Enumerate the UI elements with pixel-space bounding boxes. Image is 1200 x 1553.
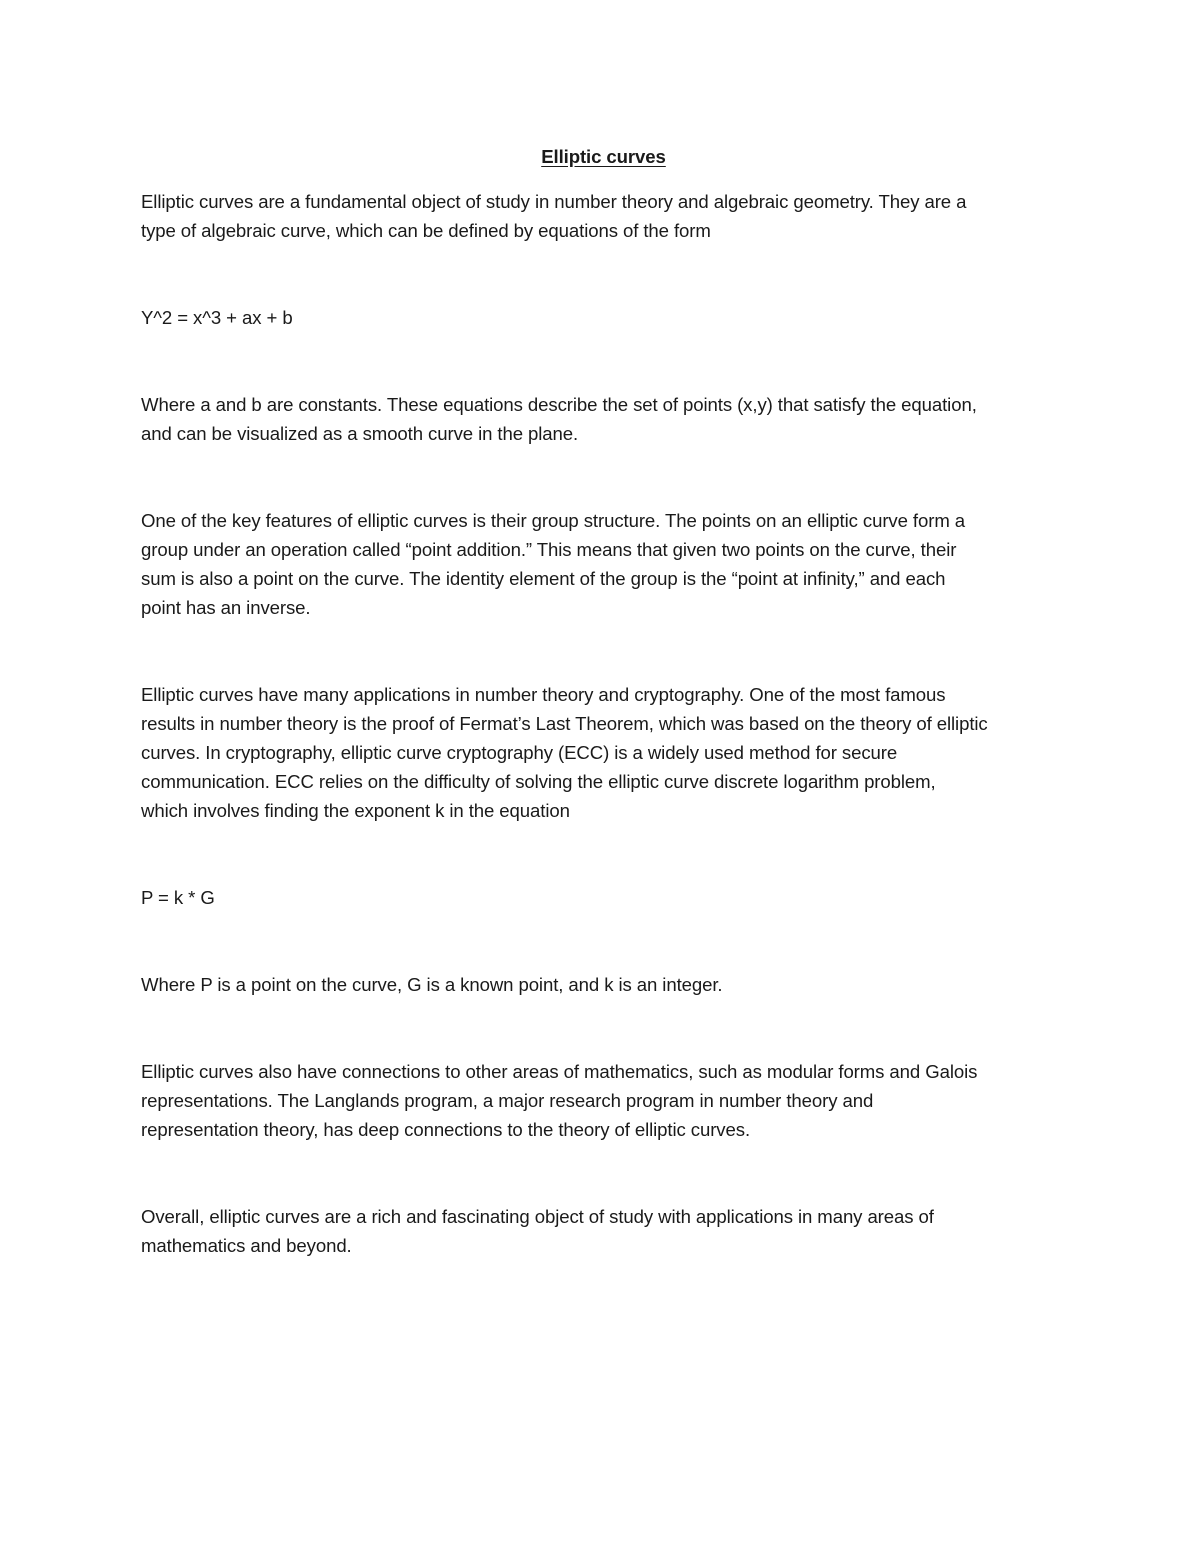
text-line: Where a and b are constants. These equations describe the set of points (x,y) that satisfy the equation,	[141, 394, 977, 415]
text-line: curves. In cryptography, elliptic curve cryptography (ECC) is a widely used method for secure	[141, 742, 898, 763]
text-line: sum is also a point on the curve. The identity element of the group is the “point at infinity,” and each	[141, 568, 946, 589]
paragraph-spacer	[141, 622, 1066, 680]
document-body	[141, 142, 1066, 1260]
text-line: representation theory, has deep connections to the theory of elliptic curves.	[141, 1119, 751, 1140]
paragraph-spacer	[141, 1144, 1066, 1202]
paragraph-spacer	[141, 999, 1066, 1057]
paragraph-intro	[141, 187, 1066, 245]
paragraph-spacer	[141, 825, 1066, 883]
equation-discrete-log	[141, 883, 1066, 912]
text-line: type of algebraic curve, which can be defined by equations of the form	[141, 220, 711, 241]
paragraph-definitions	[141, 970, 1066, 999]
paragraph-constants	[141, 390, 1066, 448]
text-line: Y^2 = x^3 + ax + b	[141, 307, 293, 328]
text-line: One of the key features of elliptic curves is their group structure. The points on an elliptic curve form a	[141, 510, 966, 531]
paragraph-group-structure	[141, 506, 1066, 622]
equation-weierstrass	[141, 303, 1066, 332]
paragraph-spacer	[141, 912, 1066, 970]
paragraph-spacer	[141, 448, 1066, 506]
text-line: Overall, elliptic curves are a rich and fascinating object of study with applications in many areas of	[141, 1206, 934, 1227]
text-line: Where P is a point on the curve, G is a known point, and k is an integer.	[141, 974, 723, 995]
paragraph-spacer	[141, 245, 1066, 303]
text-line: mathematics and beyond.	[141, 1235, 352, 1256]
paragraph-conclusion	[141, 1202, 1066, 1260]
text-line: results in number theory is the proof of Fermat’s Last Theorem, which was based on the theory of elliptic	[141, 713, 988, 734]
text-line: Elliptic curves also have connections to other areas of mathematics, such as modular forms and Galois	[141, 1061, 978, 1082]
document-title: Elliptic curves	[541, 146, 666, 167]
text-line: representations. The Langlands program, a major research program in number theory and	[141, 1090, 874, 1111]
text-line: group under an operation called “point addition.” This means that given two points on the curve, their	[141, 539, 957, 560]
paragraph-connections	[141, 1057, 1066, 1144]
text-line: which involves finding the exponent k in the equation	[141, 800, 570, 821]
text-line: Elliptic curves are a fundamental object of study in number theory and algebraic geometry. They are a	[141, 191, 967, 212]
text-line: and can be visualized as a smooth curve in the plane.	[141, 423, 579, 444]
paragraph-spacer	[141, 332, 1066, 390]
paragraph-applications	[141, 680, 1066, 825]
text-line: P = k * G	[141, 887, 215, 908]
text-line: Elliptic curves have many applications in number theory and cryptography. One of the most famous	[141, 684, 946, 705]
text-line: communication. ECC relies on the difficulty of solving the elliptic curve discrete logarithm problem,	[141, 771, 936, 792]
text-line: point has an inverse.	[141, 597, 311, 618]
